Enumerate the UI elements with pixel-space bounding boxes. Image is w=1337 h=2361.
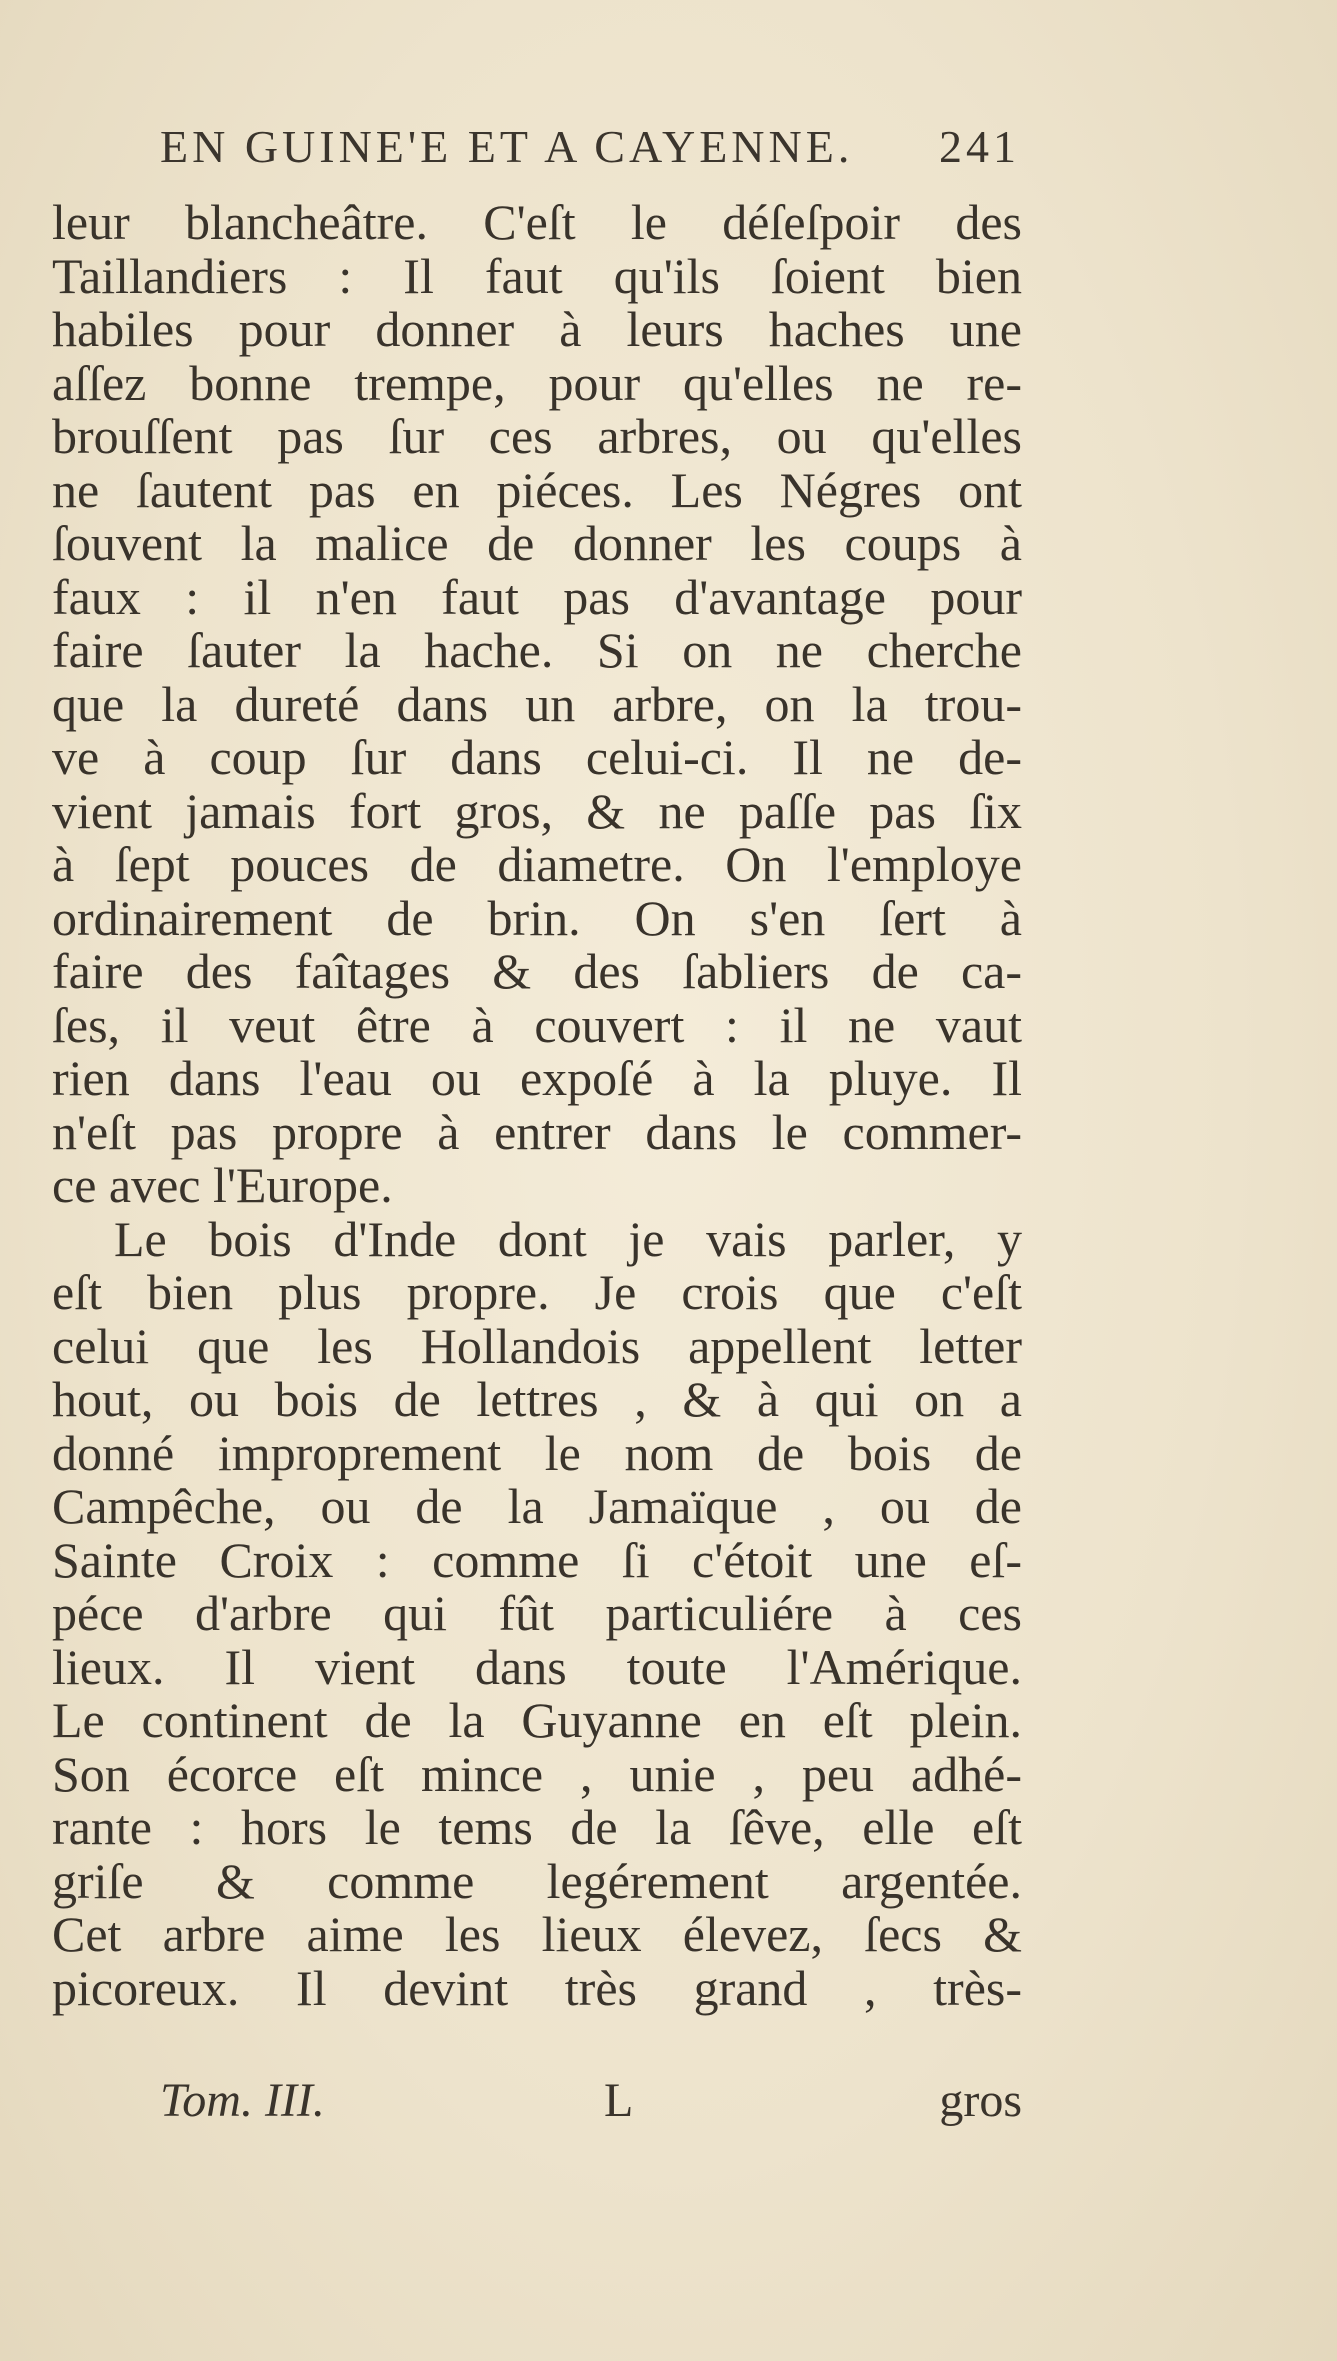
running-head — [160, 120, 1020, 180]
paragraph-start-line: Le bois d'Inde dont je vais parler, y — [114, 1210, 1022, 1267]
text-line: faire ſauter la hache. Si on ne cherche — [52, 622, 1022, 678]
text-line: que la dureté dans un arbre, on la trou- — [52, 675, 1022, 732]
text-line: ne ſautent pas en piéces. Les Négres ont — [52, 461, 1022, 518]
text-line: lieux. Il vient dans toute l'Amérique. — [52, 1638, 1022, 1695]
text-line: griſe & comme legérement argentée. — [52, 1852, 1022, 1909]
text-line: à ſept pouces de diametre. On l'employe — [52, 836, 1022, 892]
text-line: Le continent de la Guyanne en eſt plein. — [52, 1692, 1022, 1748]
text-line: rien dans l'eau ou expoſé à la pluye. Il — [52, 1050, 1022, 1106]
text-line: picoreux. Il devint très grand , très- — [52, 1959, 1022, 2016]
signature-mark: L — [604, 2074, 634, 2127]
text-line: ſes, il veut être à couvert : il ne vaut — [52, 996, 1022, 1053]
text-line: vient jamais fort gros, & ne paſſe pas ſix — [52, 782, 1022, 839]
text-line: hout, ou bois de lettres , & à qui on a — [52, 1371, 1022, 1427]
text-line: Campêche, ou de la Jamaïque , ou de — [52, 1478, 1022, 1534]
page-footer — [160, 2073, 1022, 2133]
page-number: 241 — [939, 121, 1020, 172]
running-title: EN GUINE'E ET A CAYENNE. — [160, 121, 854, 172]
text-line: donné improprement le nom de bois de — [52, 1424, 1022, 1481]
text-line: Sainte Croix : comme ſi c'étoit une eſ- — [52, 1531, 1022, 1588]
text-line: aſſez bonne trempe, pour qu'elles ne re- — [52, 354, 1022, 411]
text-line: Cet arbre aime les lieux élevez, ſecs & — [52, 1906, 1022, 1962]
body-text — [52, 196, 1022, 2015]
text-line: eſt bien plus propre. Je crois que c'eſt — [52, 1264, 1022, 1320]
text-line: n'eſt pas propre à entrer dans le commer- — [52, 1103, 1022, 1160]
text-line: rante : hors le tems de la ſêve, elle eſt — [52, 1799, 1022, 1855]
text-line: ſouvent la malice de donner les coups à — [52, 515, 1022, 571]
text-line: celui que les Hollandois appellent letter — [52, 1317, 1022, 1374]
text-line: ordinairement de brin. On s'en ſert à — [52, 889, 1022, 946]
catchword: gros — [939, 2074, 1022, 2127]
volume-label: Tom. III. — [160, 2074, 325, 2127]
text-line: faire des faîtages & des ſabliers de ca- — [52, 943, 1022, 999]
text-line: faux : il n'en faut pas d'avantage pour — [52, 568, 1022, 625]
text-line: ve à coup ſur dans celui-ci. Il ne de- — [52, 729, 1022, 785]
text-line: ce avec l'Europe. — [52, 1157, 393, 1213]
text-line: Taillandiers : Il faut qu'ils ſoient bien — [52, 247, 1022, 304]
text-line: brouſſent pas ſur ces arbres, ou qu'elles — [52, 408, 1022, 464]
text-line: Son écorce eſt mince , unie , peu adhé- — [52, 1745, 1022, 1802]
text-line: leur blancheâtre. C'eſt le déſeſpoir des — [52, 194, 1022, 250]
text-line: péce d'arbre qui fût particuliére à ces — [52, 1585, 1022, 1641]
text-line: habiles pour donner à leurs haches une — [52, 301, 1022, 357]
